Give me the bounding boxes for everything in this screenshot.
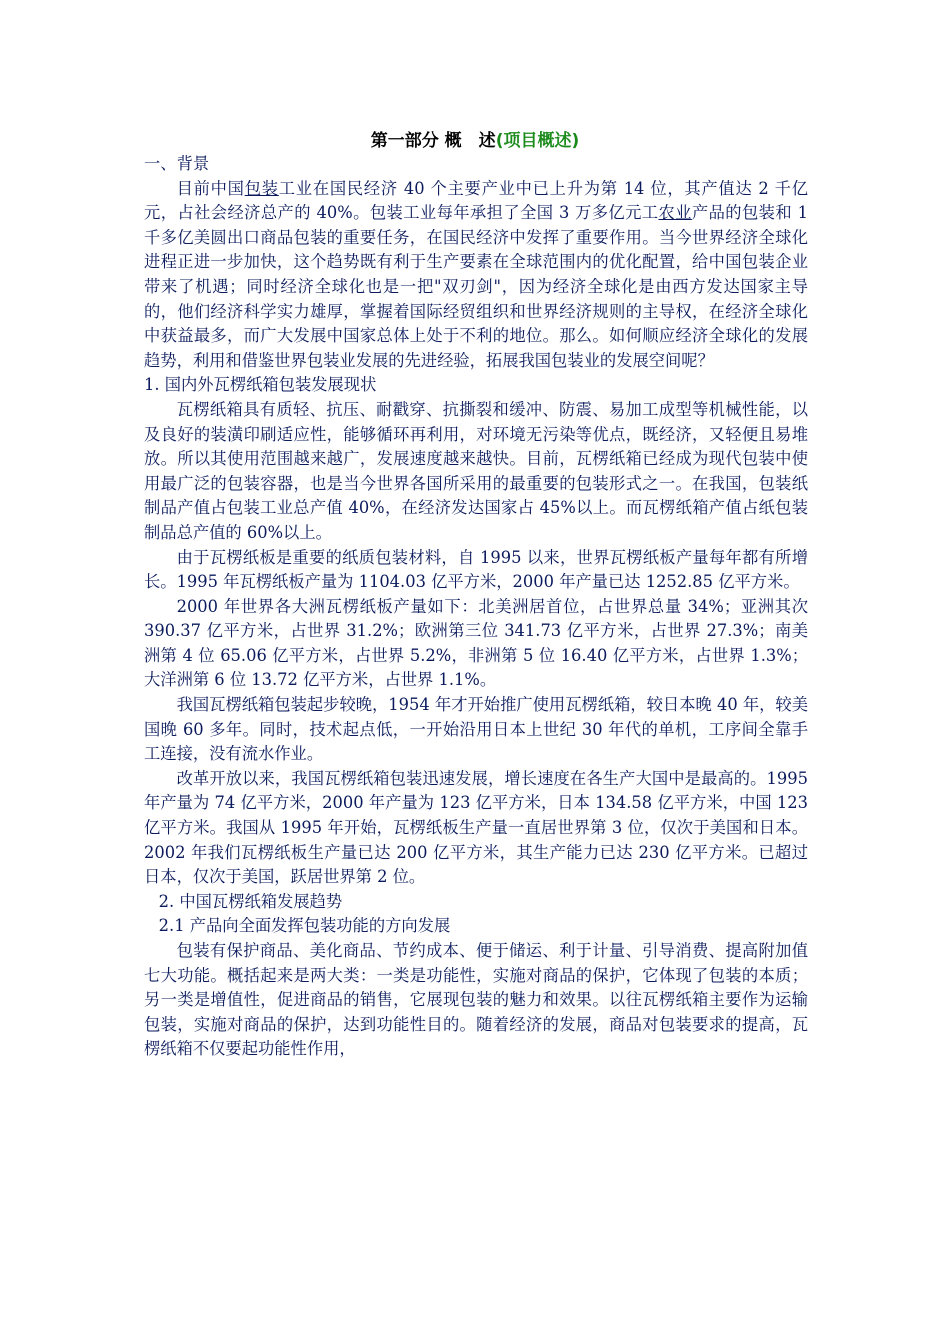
paragraph: 包装有保护商品、美化商品、节约成本、便于储运、利于计量、引导消费、提高附加值七大功能。概括起来是两大类：一类是功能性，实施对商品的保护，它体现了包装的本质；另一类是增值性，促进商品的销售，它展现包装的魅力和效果。以往瓦楞纸箱主要作为运输包装，实施对商品的保护，达到功能性目的。随着经济的发展，商品对包装要求的提高，瓦楞纸箱不仅要起功能性作用， — [144, 941, 808, 1059]
link-packaging[interactable]: 包装 — [244, 178, 279, 198]
link-agriculture[interactable]: 农业 — [658, 203, 692, 223]
section-heading-2-1: 2.1 产品向全面发挥包装功能的方向发展 — [158, 916, 451, 936]
paragraph — [144, 177, 808, 374]
paragraph: 改革开放以来，我国瓦楞纸箱包装迅速发展，增长速度在各生产大国中是最高的。1995 年产量为 74 亿平方米，2000 年产量为 123 亿平方米，日本 134.58 亿平方米，中国 123 亿平方米。我国从 1995 年开始，瓦楞纸板生产量一直居世界第 3 位，仅次于美国和日本。2002 年我们瓦楞纸板生产量已达 200 亿平方米，其生产能力已达 230 亿平方米。已超过日本，仅次于美国，跃居世界第 2 位。 — [144, 768, 808, 887]
document-body — [144, 152, 808, 1062]
paragraph: 2000 年世界各大洲瓦楞纸板产量如下：北美洲居首位，占世界总量 34%；亚洲其次 390.37 亿平方米，占世界 31.2%；欧洲第三位 341.73 亿平方米，占世界 27.3%；南美洲第 4 位 65.06 亿平方米，占世界 5.2%，非洲第 5 位 16.40 亿平方米，占世界 1.3%；大洋洲第 6 位 13.72 亿平方米，占世界 1.1%。 — [144, 596, 808, 690]
page-title — [0, 126, 950, 151]
paragraph: 瓦楞纸箱具有质轻、抗压、耐戳穿、抗撕裂和缓冲、防震、易加工成型等机械性能，以及良好的装潢印刷适应性，能够循环再利用，对环境无污染等优点，既经济，又轻便且易堆放。所以其使用范围越来越广，发展速度越来越快。目前，瓦楞纸箱已经成为现代包装中使用最广泛的包装容器，也是当今世界各国所采用的最重要的包装形式之一。在我国，包装纸制品产值占包装工业总产值 40%，在经济发达国家占 45%以上。而瓦楞纸箱产值占纸包装制品总产值的 60%以上。 — [144, 399, 808, 542]
title-main: 第一部分 概 述 — [370, 131, 496, 151]
paragraph: 我国瓦楞纸箱包装起步较晚，1954 年才开始推广使用瓦楞纸箱，较日本晚 40 年，较美国晚 60 多年。同时，技术起点低，一开始沿用日本上世纪 30 年代的单机，工序间全靠手工连接，没有流水作业。 — [144, 695, 808, 764]
section-heading-2: 2. 中国瓦楞纸箱发展趋势 — [158, 891, 343, 911]
paragraph: 由于瓦楞纸板是重要的纸质包装材料，自 1995 以来，世界瓦楞纸板产量每年都有所增长。1995 年瓦楞纸板产量为 1104.03 亿平方米，2000 年产量已达 1252.85 亿平方米。 — [144, 547, 808, 592]
paragraph-text: 目前中国 — [176, 178, 245, 198]
section-heading-1: 1. 国内外瓦楞纸箱包装发展现状 — [144, 375, 377, 395]
section-heading-background: 一、背景 — [144, 154, 210, 173]
paragraph-text: 工业在国民经济 40 个主要产业中已上升为第 14 位，其产值达 2 千亿元，占社会经济总产的 40%。包装工业每年承担了全国 3 万多亿元工 — [144, 178, 808, 223]
title-subtitle: (项目概述) — [495, 131, 580, 151]
paragraph-text: 产品的包装和 1 千多亿美圆出口商品包装的重要任务，在国民经济中发挥了重要作用。当今世界经济全球化进程正进一步加快，这个趋势既有利于生产要素在全球范围内的优化配置，给中国包装企业带来了机遇；同时经济全球化也是一把"双刃剑"，因为经济全球化是由西方发达国家主导的，他们经济科学实力雄厚，掌握着国际经贸组织和世界经济规则的主导权，在经济全球化中获益最多，而广大发展中国家总体上处于不利的地位。那么。如何顺应经济全球化的发展趋势，利用和借鉴世界包装业发展的先进经验，拓展我国包装业的发展空间呢？ — [144, 203, 808, 370]
